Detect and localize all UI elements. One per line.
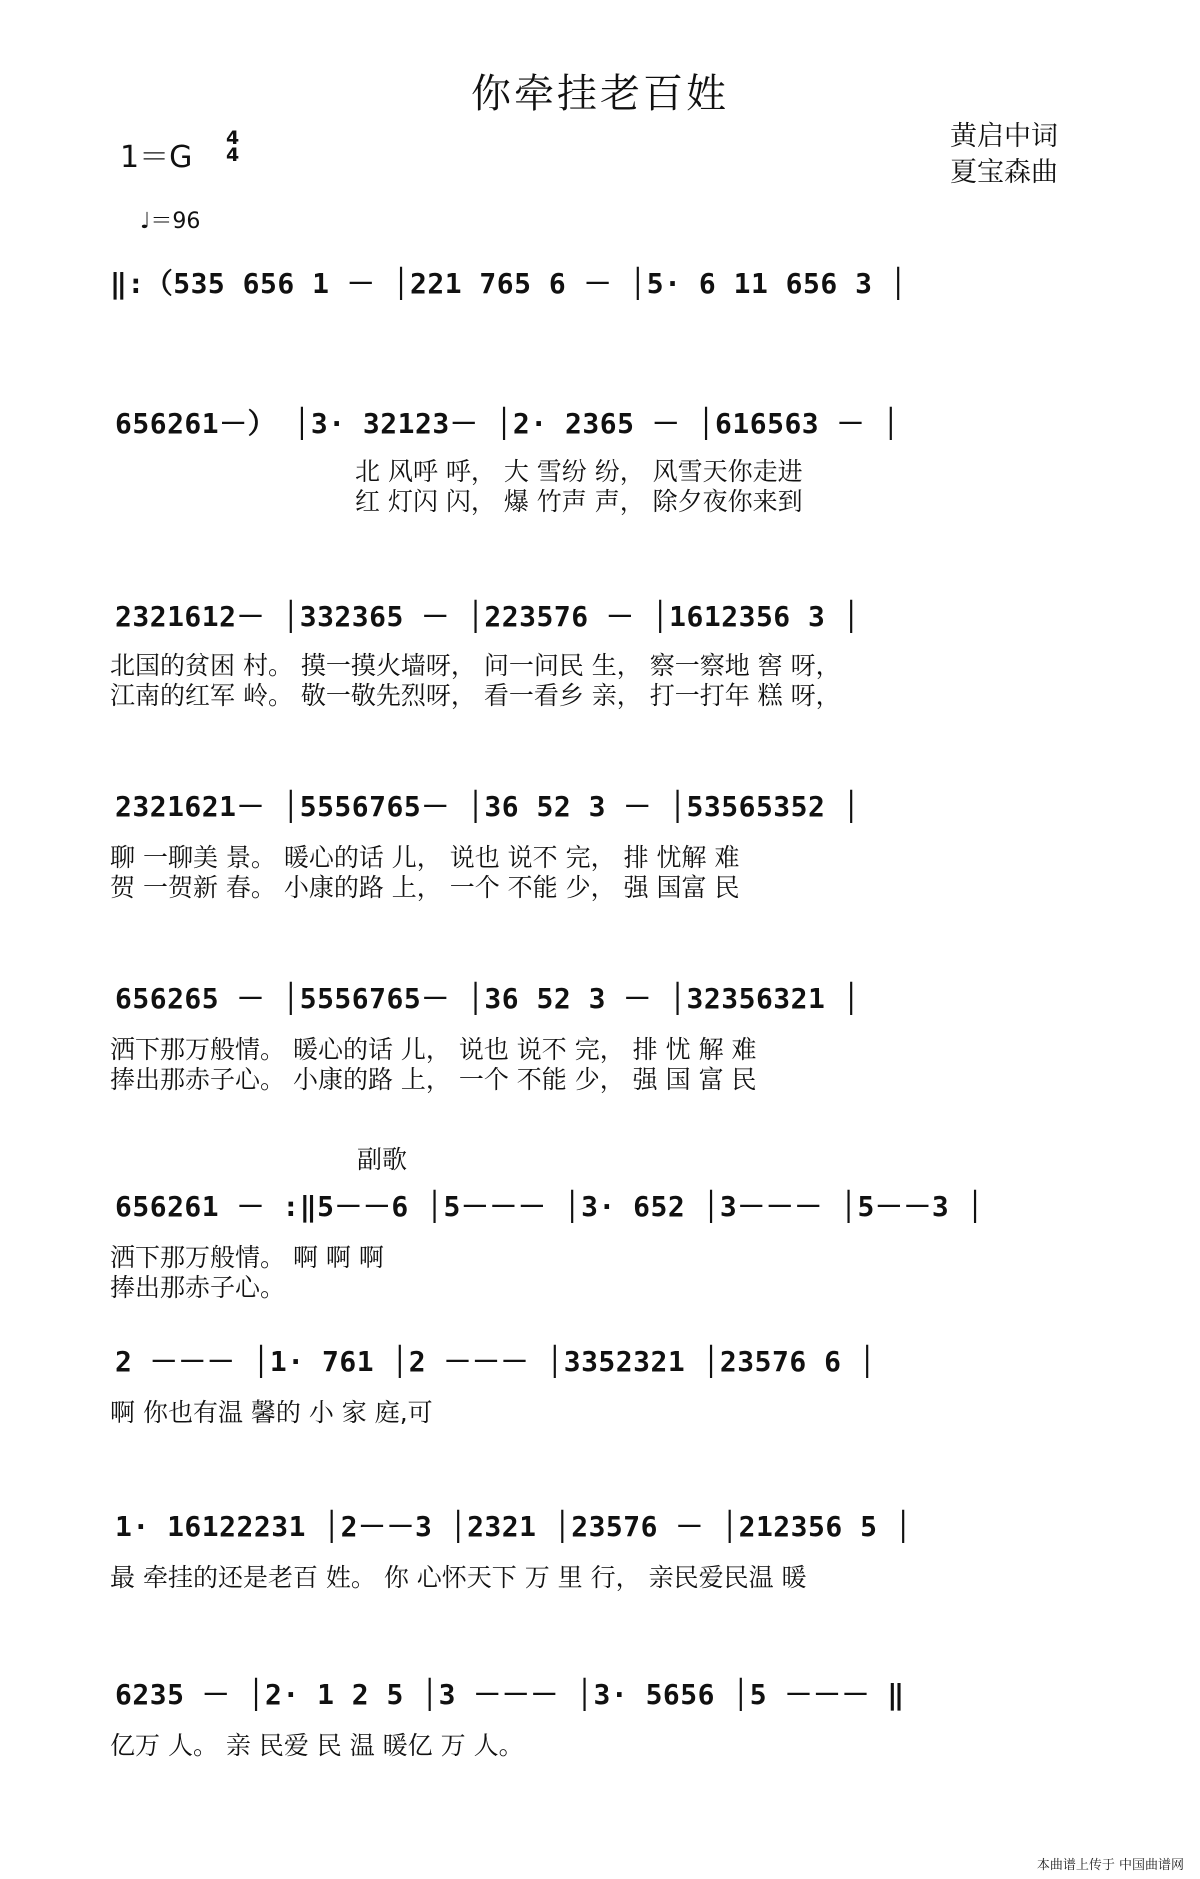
lyric-row-9: 亿万 人。 亲 民爱 民 温 暖亿 万 人。 [110, 1731, 524, 1760]
lyric-row-6-verse-1: 洒下那万般情。 啊 啊 啊 [110, 1243, 384, 1272]
time-signature [226, 127, 240, 166]
lyric-row-2-verse-2: 红 灯闪 闪， 爆 竹声 声， 除夕夜你来到 [355, 487, 803, 516]
notation-row-6: 656261 － :‖5－－6 │5－－－ │3· 652 │3－－－ │5－－3 │ [115, 1190, 984, 1223]
lyric-row-4-verse-2: 贺 一贺新 春。 小康的路 上， 一个 不能 少， 强 国富 民 [110, 873, 740, 902]
lyric-row-4-verse-1: 聊 一聊美 景。 暖心的话 儿， 说也 说不 完， 排 忧解 难 [110, 843, 740, 872]
notation-row-1: ‖:（535 656 1 － │221 765 6 － │5· 6 11 656 3 │ [110, 267, 908, 300]
key-signature: 1＝G [120, 140, 193, 175]
lyricist-credit: 黄启中词 [950, 121, 1058, 152]
lyric-row-7: 啊 你也有温 馨的 小 家 庭,可 [110, 1398, 433, 1427]
notation-row-8: 1· 16122231 │2－－3 │2321 │23576 － │212356 5 │ [115, 1510, 913, 1543]
footer-source: 本曲谱上传于 中国曲谱网 [1036, 1858, 1184, 1873]
notation-row-7: 2 －－－ │1· 761 │2 －－－ │3352321 │23576 6 │ [115, 1345, 877, 1378]
page-title: 你牵挂老百姓 [471, 71, 729, 117]
lyric-row-5-verse-1: 洒下那万般情。 暖心的话 儿， 说也 说不 完， 排 忧 解 难 [110, 1035, 757, 1064]
lyric-row-6-verse-2: 捧出那赤子心。 [110, 1273, 286, 1302]
notation-row-2: 656261－） │3· 32123－ │2· 2365 － │616563 － │ [115, 407, 900, 440]
lyric-row-3-verse-1: 北国的贫困 村。 摸一摸火墙呀， 问一问民 生， 察一察地 窖 呀， [110, 651, 841, 680]
notation-row-9: 6235 － │2· 1 2 5 │3 －－－ │3· 5656 │5 －－－ ‖ [115, 1678, 905, 1711]
lyric-row-2-verse-1: 北 风呼 呼， 大 雪纷 纷， 风雪天你走进 [355, 457, 803, 486]
composer-credit: 夏宝森曲 [950, 157, 1058, 188]
lyric-row-5-verse-2: 捧出那赤子心。 小康的路 上， 一个 不能 少， 强 国 富 民 [110, 1065, 757, 1094]
notation-row-3: 2321612－ │332365 － │223576 － │1612356 3 │ [115, 600, 861, 633]
tempo-marking: ♩＝96 [140, 209, 201, 234]
time-signature-top: 4 [226, 127, 240, 149]
time-signature-bottom: 4 [226, 144, 240, 166]
lyric-row-8: 最 牵挂的还是老百 姓。 你 心怀天下 万 里 行， 亲民爱民温 暖 [110, 1563, 807, 1592]
chorus-label: 副歌 [357, 1145, 408, 1174]
notation-row-5: 656265 － │5556765－ │36 52 3 － │32356321 │ [115, 982, 861, 1015]
lyric-row-3-verse-2: 江南的红军 岭。 敬一敬先烈呀， 看一看乡 亲， 打一打年 糕 呀， [110, 681, 841, 710]
notation-row-4: 2321621－ │5556765－ │36 52 3 － │53565352 │ [115, 790, 861, 823]
